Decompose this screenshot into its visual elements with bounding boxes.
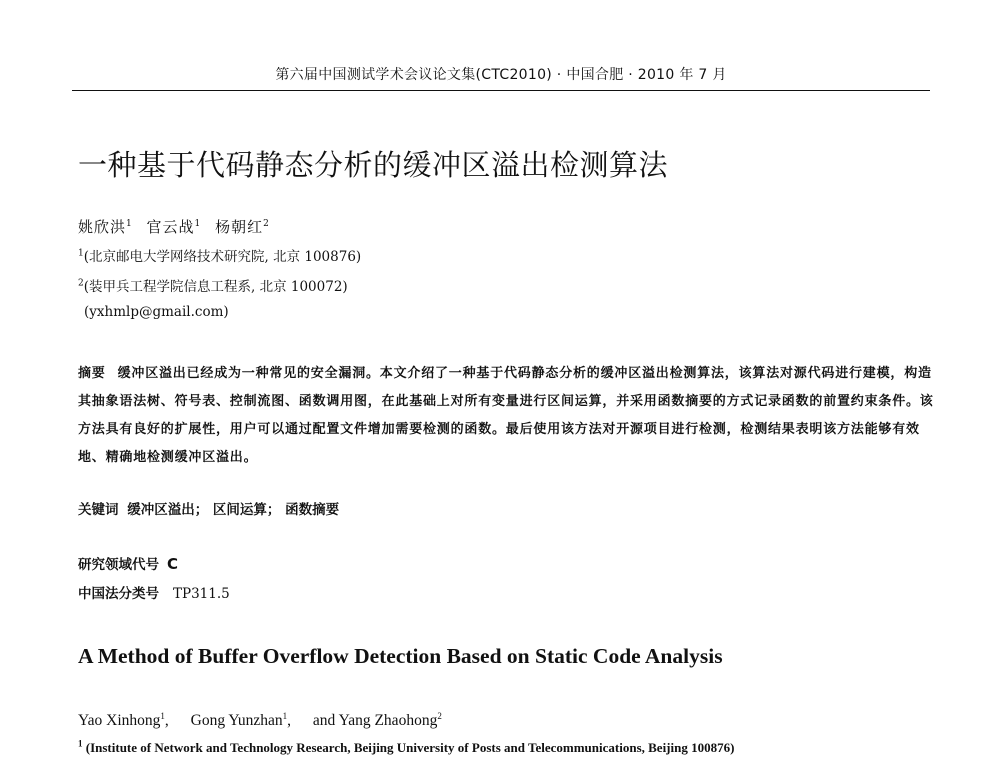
abstract-text: 缓冲区溢出已经成为一种常见的安全漏洞。本文介绍了一种基于代码静态分析的缓冲区溢出检测算法，该算法对源代码进行建模，构造其抽象语法树、符号表、控制流图、函数调用图，在此基础上对所有变量进行区间运算，并采用函数摘要的方式记录函数的前置约束条件。该方法具有良好的扩展性，用户可以通过配置文件增加需要检测的函数。最后使用该方法对开源项目进行检测，检测结果表明该方法能够有效地、精确地检测缓冲区溢出。 xyxy=(78,366,934,465)
keywords-chinese xyxy=(78,498,339,518)
author-affiliation-mark: 1 xyxy=(282,710,288,721)
keywords-label: 关键词 xyxy=(78,502,119,518)
author-affiliation-mark: 1 xyxy=(126,219,133,229)
contact-email: (yxhmlp@gmail.com) xyxy=(84,304,229,320)
affiliation-mark: 2 xyxy=(78,278,84,289)
author-affiliation-mark: 2 xyxy=(437,710,442,721)
affiliation-mark: 1 xyxy=(78,738,83,749)
author-affiliation-mark: 1 xyxy=(194,219,202,229)
abstract-label: 摘要 xyxy=(78,366,106,381)
research-field-code xyxy=(78,553,178,573)
author-affiliation-mark: 2 xyxy=(263,219,270,229)
author-name: Yao Xinhong xyxy=(78,712,161,729)
header-rule xyxy=(72,90,930,91)
field-code-label: 研究领域代号 xyxy=(78,557,159,573)
paper-title-chinese: 一种基于代码静态分析的缓冲区溢出检测算法 xyxy=(78,148,669,182)
affiliation-text: (装甲兵工程学院信息工程系, 北京 100072) xyxy=(83,279,348,295)
author-name: 官云战 xyxy=(146,218,195,236)
classification-value: TP311.5 xyxy=(173,586,230,602)
author-name: 杨朝红 xyxy=(215,218,264,236)
running-header: 第六届中国测试学术会议论文集(CTC2010) · 中国合肥 · 2010 年 7 月 xyxy=(275,67,727,83)
author-list-english: Yao Xinhong$^1$, Gong Yunzhan$^1$, and Yang Zhaohong$^2$ xyxy=(78,710,442,729)
author-name: and Yang Zhaohong xyxy=(312,712,438,729)
abstract-chinese xyxy=(78,360,934,472)
classification-code xyxy=(78,582,230,602)
author-list-chinese xyxy=(78,216,270,237)
affiliation-1-chinese xyxy=(78,245,361,265)
author-affiliation-mark: 1 xyxy=(160,710,165,721)
affiliation-1-english xyxy=(78,740,734,756)
author-name: 姚欣洪 xyxy=(78,218,127,236)
affiliation-text: (Institute of Network and Technology Research, Beijing University of Posts and Telecommunications, Beijing 100876) xyxy=(85,740,735,755)
affiliation-2-chinese xyxy=(78,275,348,295)
classification-label: 中国法分类号 xyxy=(78,586,159,602)
author-name: Gong Yunzhan xyxy=(190,712,283,729)
affiliation-text: (北京邮电大学网络技术研究院, 北京 100876) xyxy=(83,249,362,265)
paper-title-english: A Method of Buffer Overflow Detection Based on Static Code Analysis xyxy=(78,644,723,668)
keywords-list: 缓冲区溢出； 区间运算； 函数摘要 xyxy=(127,502,340,518)
field-code-value: C xyxy=(167,555,179,573)
affiliation-mark: 1 xyxy=(78,248,84,259)
